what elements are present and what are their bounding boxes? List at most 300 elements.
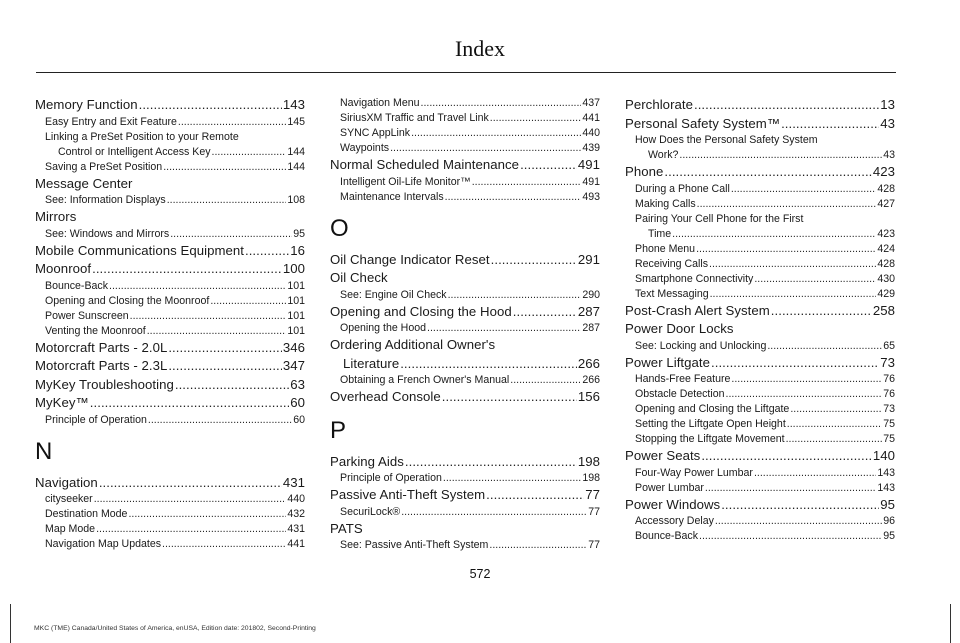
index-entry bbox=[35, 208, 305, 242]
index-entry bbox=[35, 175, 305, 209]
sub-entry-row bbox=[635, 514, 895, 529]
main-entry-label: Power Windows bbox=[625, 496, 721, 512]
dot-leader bbox=[710, 287, 877, 302]
sub-entry bbox=[35, 309, 305, 324]
sub-entry-label: Venting the Moonroof bbox=[45, 324, 146, 337]
main-entry-page-number: 346 bbox=[282, 339, 305, 355]
dot-leader bbox=[679, 148, 882, 163]
sub-entry-page-number: 101 bbox=[287, 279, 305, 292]
index-entry bbox=[625, 163, 895, 302]
dot-leader bbox=[701, 447, 872, 466]
main-entry-label: Literature bbox=[343, 355, 400, 371]
main-entry-page-number: 95 bbox=[880, 496, 895, 512]
dot-leader bbox=[445, 190, 582, 205]
sub-entry-row bbox=[635, 402, 895, 417]
sub-entry bbox=[625, 417, 895, 432]
dot-leader bbox=[130, 309, 287, 324]
dot-leader bbox=[427, 321, 581, 336]
dot-leader bbox=[786, 432, 883, 447]
main-entry-page-number: 100 bbox=[282, 261, 305, 276]
sub-entry-page-number: 43 bbox=[883, 149, 895, 161]
main-entry-page-number: 43 bbox=[880, 115, 895, 131]
sub-entry-page-number: 77 bbox=[588, 539, 600, 551]
main-entry-label: Opening and Closing the Hood bbox=[330, 303, 512, 319]
main-entry-row bbox=[35, 242, 305, 261]
sub-entry bbox=[625, 212, 895, 242]
sub-entry bbox=[625, 182, 895, 197]
dot-leader bbox=[109, 279, 286, 294]
sub-entry-label: Saving a PreSet Position bbox=[45, 160, 163, 173]
sub-entry-page-number: 439 bbox=[582, 142, 600, 154]
main-entry bbox=[625, 320, 895, 339]
sub-entry bbox=[35, 294, 305, 309]
sub-entry bbox=[625, 402, 895, 417]
main-entry bbox=[625, 302, 895, 321]
sub-entry-row bbox=[340, 505, 600, 520]
sub-entry bbox=[35, 115, 305, 130]
sub-entry-label: Opening and Closing the Liftgate bbox=[635, 403, 790, 415]
dot-leader bbox=[490, 111, 582, 126]
index-entry bbox=[330, 96, 600, 156]
main-entry-label: Oil Change Indicator Reset bbox=[330, 251, 490, 267]
main-entry-row bbox=[625, 163, 895, 182]
index-entry bbox=[330, 388, 600, 407]
main-entry bbox=[330, 486, 600, 505]
main-entry-page-number: 63 bbox=[290, 376, 305, 392]
sub-entry bbox=[35, 324, 305, 339]
main-entry-row bbox=[35, 260, 305, 279]
main-entry-label: Overhead Console bbox=[330, 389, 441, 404]
sub-entry bbox=[625, 242, 895, 257]
sub-entry-row bbox=[635, 148, 895, 163]
dot-leader bbox=[411, 126, 581, 141]
sub-entry-row bbox=[340, 141, 600, 156]
main-entry-label: Personal Safety System™ bbox=[625, 115, 781, 131]
main-entry-page-number: 13 bbox=[880, 97, 895, 112]
sub-entry-label-line1: Linking a PreSet Position to your Remote bbox=[45, 130, 239, 143]
index-entry bbox=[35, 394, 305, 428]
sub-entry-page-number: 437 bbox=[582, 97, 600, 109]
dot-leader bbox=[489, 538, 587, 553]
sub-entry-page-number: 75 bbox=[883, 418, 895, 430]
dot-leader bbox=[731, 182, 877, 197]
index-entry bbox=[625, 302, 895, 321]
page-number: 572 bbox=[469, 567, 491, 581]
sub-entry bbox=[330, 141, 600, 156]
main-entry-label: Navigation bbox=[35, 474, 98, 490]
main-entry-row bbox=[625, 302, 895, 321]
main-entry-row bbox=[35, 175, 305, 194]
dot-leader bbox=[694, 96, 879, 115]
main-entry-label: Mobile Communications Equipment bbox=[35, 242, 244, 258]
sub-entry bbox=[35, 279, 305, 294]
sub-entry-row bbox=[45, 507, 305, 522]
main-entry-row bbox=[330, 453, 600, 472]
sub-entry-page-number: 428 bbox=[877, 182, 895, 195]
main-entry bbox=[35, 376, 305, 395]
main-entry-row bbox=[625, 447, 895, 466]
sub-entry bbox=[330, 321, 600, 336]
index-letter-heading: N bbox=[35, 437, 53, 465]
dot-leader bbox=[664, 163, 871, 182]
main-entry-label: Memory Function bbox=[35, 97, 138, 112]
sub-entry-label: SYNC AppLink bbox=[340, 127, 411, 139]
sub-entry-page-number: 143 bbox=[877, 466, 895, 479]
dot-leader bbox=[790, 402, 882, 417]
index-entry bbox=[330, 251, 600, 270]
sub-entry-row bbox=[45, 279, 305, 294]
sub-entry-row bbox=[635, 466, 895, 481]
dot-leader bbox=[390, 141, 581, 156]
sub-entry-label: Obstacle Detection bbox=[635, 388, 725, 400]
main-entry-page-number: 491 bbox=[577, 157, 600, 172]
dot-leader bbox=[672, 227, 876, 242]
sub-entry-row bbox=[340, 538, 600, 553]
dot-leader bbox=[726, 387, 883, 402]
sub-entry-label-line1: How Does the Personal Safety System bbox=[635, 134, 818, 146]
sub-entry-page-number: 96 bbox=[883, 515, 895, 527]
sub-entry-row bbox=[45, 294, 305, 309]
index-entry bbox=[625, 447, 895, 496]
main-entry-row bbox=[35, 376, 305, 395]
dot-leader bbox=[148, 413, 292, 428]
sub-entry-row bbox=[340, 175, 600, 190]
index-entry bbox=[35, 376, 305, 395]
dot-leader bbox=[400, 355, 577, 374]
sub-entry bbox=[35, 130, 305, 160]
sub-entry-row bbox=[45, 537, 305, 552]
main-entry-label: Power Liftgate bbox=[625, 354, 711, 370]
sub-entry-page-number: 101 bbox=[287, 324, 305, 337]
index-entry bbox=[35, 357, 305, 376]
index-column-3 bbox=[625, 96, 895, 544]
sub-entry-label: Map Mode bbox=[45, 523, 96, 535]
sub-entry bbox=[625, 197, 895, 212]
sub-entry-row bbox=[635, 182, 895, 197]
sub-entry-row bbox=[45, 522, 305, 537]
crop-mark-left bbox=[10, 604, 11, 643]
sub-entry bbox=[625, 514, 895, 529]
sub-entry-label: Receiving Calls bbox=[635, 257, 709, 270]
main-entry-row bbox=[35, 96, 305, 115]
sub-entry-label: See: Engine Oil Check bbox=[340, 288, 447, 301]
main-entry-page-number: 291 bbox=[577, 251, 600, 267]
sub-entry bbox=[625, 529, 895, 544]
sub-entry-row bbox=[635, 287, 895, 302]
sub-entry bbox=[625, 466, 895, 481]
sub-entry-page-number: 430 bbox=[877, 272, 895, 285]
dot-leader bbox=[163, 160, 286, 175]
dot-leader bbox=[99, 474, 282, 493]
main-entry bbox=[35, 474, 305, 493]
main-entry bbox=[625, 496, 895, 515]
sub-entry bbox=[625, 387, 895, 402]
dot-leader bbox=[696, 242, 876, 257]
sub-entry-label: Principle of Operation bbox=[45, 413, 147, 426]
index-entry bbox=[35, 339, 305, 358]
main-entry bbox=[625, 96, 895, 115]
main-entry bbox=[330, 156, 600, 175]
sub-entry-label: Setting the Liftgate Open Height bbox=[635, 418, 786, 430]
index-entry bbox=[330, 453, 600, 487]
main-entry-page-number: 423 bbox=[872, 164, 895, 179]
sub-entry-row bbox=[340, 471, 600, 486]
main-entry-row bbox=[35, 474, 305, 493]
index-entry bbox=[625, 96, 895, 115]
main-entry bbox=[625, 115, 895, 134]
dot-leader bbox=[721, 496, 879, 515]
sub-entry-label: Making Calls bbox=[635, 197, 696, 210]
dot-leader bbox=[94, 492, 287, 507]
index-entry bbox=[625, 354, 895, 448]
sub-entry-page-number: 144 bbox=[287, 145, 305, 158]
main-entry-label: Phone bbox=[625, 164, 664, 179]
dot-leader bbox=[162, 537, 286, 552]
sub-entry-page-number: 266 bbox=[582, 374, 600, 386]
index-entry bbox=[35, 260, 305, 339]
main-entry-label: Oil Check bbox=[330, 270, 388, 285]
index-column-1 bbox=[35, 96, 305, 552]
main-entry-row bbox=[625, 96, 895, 115]
dot-leader bbox=[442, 388, 577, 407]
main-entry-label-line1: Ordering Additional Owner's bbox=[330, 337, 496, 352]
sub-entry-label: See: Information Displays bbox=[45, 194, 166, 206]
sub-entry bbox=[35, 507, 305, 522]
sub-entry-label: Smartphone Connectivity bbox=[635, 272, 754, 285]
dot-leader bbox=[711, 354, 879, 373]
sub-entry bbox=[330, 505, 600, 520]
sub-entry-page-number: 73 bbox=[883, 403, 895, 415]
sub-entry bbox=[330, 175, 600, 190]
main-entry-row bbox=[330, 303, 600, 322]
dot-leader bbox=[210, 294, 286, 309]
sub-entry-row bbox=[340, 373, 600, 388]
main-entry-row bbox=[35, 339, 305, 358]
main-entry-row bbox=[330, 251, 600, 270]
sub-entry-page-number: 198 bbox=[582, 472, 600, 484]
sub-entry bbox=[35, 537, 305, 552]
dot-leader bbox=[705, 481, 876, 496]
dot-leader bbox=[170, 227, 292, 242]
sub-entry bbox=[330, 373, 600, 388]
sub-entry-label: Text Messaging bbox=[635, 287, 709, 300]
main-entry-page-number: 198 bbox=[577, 453, 600, 469]
main-entry-row bbox=[330, 355, 600, 374]
sub-entry-page-number: 101 bbox=[287, 294, 305, 307]
sub-entry-row bbox=[45, 309, 305, 324]
dot-leader bbox=[715, 514, 882, 529]
edition-footer: MKC (TME) Canada/United States of America, enUSA, Edition date: 201802, Second-Printing bbox=[34, 625, 316, 632]
sub-entry-row bbox=[45, 160, 305, 175]
sub-entry-label: See: Locking and Unlocking bbox=[635, 339, 767, 352]
main-entry-label: PATS bbox=[330, 520, 363, 536]
sub-entry-label-line1: Pairing Your Cell Phone for the First bbox=[635, 212, 804, 225]
sub-entry-label: Navigation Map Updates bbox=[45, 538, 162, 550]
dot-leader bbox=[421, 96, 582, 111]
main-entry-page-number: 140 bbox=[872, 448, 895, 463]
sub-entry-row bbox=[45, 492, 305, 507]
sub-entry bbox=[625, 272, 895, 287]
sub-entry-page-number: 101 bbox=[287, 309, 305, 322]
main-entry bbox=[330, 303, 600, 322]
main-entry-label: Message Center bbox=[35, 175, 133, 191]
sub-entry-page-number: 95 bbox=[883, 530, 895, 542]
sub-entry bbox=[35, 492, 305, 507]
index-entry bbox=[330, 486, 600, 520]
main-entry bbox=[330, 269, 600, 288]
sub-entry bbox=[330, 538, 600, 553]
sub-entry-label: Maintenance Intervals bbox=[340, 190, 444, 203]
sub-entry-row bbox=[635, 257, 895, 272]
sub-entry bbox=[625, 432, 895, 447]
sub-entry-label: Power Sunscreen bbox=[45, 309, 129, 322]
main-entry-page-number: 73 bbox=[880, 354, 895, 370]
sub-entry-row bbox=[635, 272, 895, 287]
dot-leader bbox=[771, 302, 872, 321]
main-entry-label: Parking Aids bbox=[330, 453, 404, 469]
main-entry-label: Power Seats bbox=[625, 448, 701, 463]
dot-leader bbox=[491, 251, 577, 270]
main-entry-label: MyKey™ bbox=[35, 395, 89, 410]
sub-entry-label: cityseeker bbox=[45, 493, 93, 505]
main-entry-row bbox=[625, 496, 895, 515]
dot-leader bbox=[697, 197, 877, 212]
sub-entry-row bbox=[635, 227, 895, 242]
index-entry bbox=[35, 96, 305, 175]
main-entry-page-number: 60 bbox=[290, 395, 305, 410]
index-column-2 bbox=[330, 96, 600, 553]
sub-entry-page-number: 493 bbox=[582, 190, 600, 203]
main-entry bbox=[330, 453, 600, 472]
dot-leader bbox=[510, 373, 581, 388]
dot-leader bbox=[178, 115, 286, 130]
dot-leader bbox=[128, 507, 286, 522]
index-letter-heading: O bbox=[330, 214, 349, 242]
index-entry bbox=[35, 474, 305, 553]
sub-entry-row bbox=[635, 529, 895, 544]
sub-entry-page-number: 76 bbox=[883, 388, 895, 400]
main-entry bbox=[35, 394, 305, 413]
dot-leader bbox=[401, 505, 587, 520]
main-entry-page-number: 156 bbox=[577, 389, 600, 404]
sub-entry-label: Opening the Hood bbox=[340, 322, 426, 334]
main-entry-row bbox=[35, 394, 305, 413]
sub-entry-row bbox=[635, 197, 895, 212]
dot-leader bbox=[139, 96, 282, 115]
main-entry-page-number: 258 bbox=[872, 302, 895, 318]
sub-entry-page-number: 423 bbox=[877, 227, 895, 240]
sub-entry-page-number: 290 bbox=[582, 288, 600, 301]
sub-entry-page-number: 75 bbox=[883, 433, 895, 445]
dot-leader bbox=[168, 339, 282, 358]
sub-entry-page-number: 145 bbox=[287, 115, 305, 128]
sub-entry-label: See: Passive Anti-Theft System bbox=[340, 539, 489, 551]
sub-entry-label: Phone Menu bbox=[635, 242, 696, 255]
index-entry bbox=[625, 320, 895, 354]
sub-entry bbox=[625, 257, 895, 272]
sub-entry-row bbox=[45, 413, 305, 428]
sub-entry bbox=[35, 522, 305, 537]
page-header-title: Index bbox=[454, 36, 506, 61]
main-entry-row bbox=[330, 486, 600, 505]
main-entry-page-number: 143 bbox=[282, 97, 305, 112]
main-entry-label: Perchlorate bbox=[625, 97, 693, 112]
main-entry bbox=[35, 357, 305, 376]
main-entry-row bbox=[625, 354, 895, 373]
main-entry-row bbox=[330, 156, 600, 175]
sub-entry-row bbox=[340, 288, 600, 303]
sub-entry bbox=[35, 227, 305, 242]
index-entry bbox=[330, 336, 600, 388]
sub-entry bbox=[625, 372, 895, 387]
sub-entry bbox=[625, 287, 895, 302]
sub-entry-page-number: 108 bbox=[287, 194, 305, 206]
main-entry bbox=[35, 175, 305, 194]
sub-entry-page-number: 428 bbox=[877, 257, 895, 270]
sub-entry bbox=[625, 339, 895, 354]
sub-entry-row bbox=[45, 324, 305, 339]
dot-leader bbox=[699, 529, 882, 544]
dot-leader bbox=[513, 303, 577, 322]
dot-leader bbox=[781, 115, 879, 134]
sub-entry-page-number: 60 bbox=[293, 413, 305, 426]
sub-entry-row bbox=[45, 115, 305, 130]
sub-entry-row bbox=[340, 96, 600, 111]
sub-entry-label: Power Lumbar bbox=[635, 481, 704, 494]
crop-mark-right bbox=[950, 604, 951, 643]
dot-leader bbox=[767, 339, 882, 354]
sub-entry-label: Opening and Closing the Moonroof bbox=[45, 294, 210, 307]
dot-leader bbox=[754, 466, 876, 481]
sub-entry-page-number: 144 bbox=[287, 160, 305, 173]
main-entry-page-number: 77 bbox=[585, 487, 600, 502]
dot-leader bbox=[175, 376, 289, 395]
sub-entry-label: Time bbox=[648, 227, 672, 240]
sub-entry-row bbox=[635, 417, 895, 432]
header-divider bbox=[36, 72, 896, 73]
dot-leader bbox=[168, 357, 282, 376]
dot-leader bbox=[787, 417, 882, 432]
dot-leader bbox=[405, 453, 577, 472]
index-entry bbox=[625, 496, 895, 545]
sub-entry-page-number: 440 bbox=[582, 127, 600, 139]
dot-leader bbox=[486, 486, 584, 505]
main-entry-row bbox=[330, 269, 600, 288]
sub-entry-label: Intelligent Oil-Life Monitor™ bbox=[340, 175, 471, 188]
sub-entry-row bbox=[45, 227, 305, 242]
sub-entry-label: Waypoints bbox=[340, 142, 390, 154]
main-entry bbox=[330, 388, 600, 407]
sub-entry bbox=[35, 193, 305, 208]
dot-leader bbox=[520, 156, 577, 175]
sub-entry-page-number: 143 bbox=[877, 481, 895, 494]
sub-entry-page-number: 440 bbox=[287, 493, 305, 505]
main-entry-row bbox=[330, 388, 600, 407]
dot-leader bbox=[96, 522, 286, 537]
sub-entry bbox=[330, 288, 600, 303]
main-entry bbox=[330, 251, 600, 270]
sub-entry-page-number: 424 bbox=[877, 242, 895, 255]
sub-entry-row bbox=[45, 145, 305, 160]
main-entry-row bbox=[35, 357, 305, 376]
sub-entry-row bbox=[635, 387, 895, 402]
sub-entry-page-number: 441 bbox=[287, 538, 305, 550]
sub-entry bbox=[330, 111, 600, 126]
dot-leader bbox=[754, 272, 876, 287]
main-entry-page-number: 16 bbox=[290, 242, 305, 258]
sub-entry bbox=[35, 413, 305, 428]
sub-entry-label: Bounce-Back bbox=[45, 279, 109, 292]
